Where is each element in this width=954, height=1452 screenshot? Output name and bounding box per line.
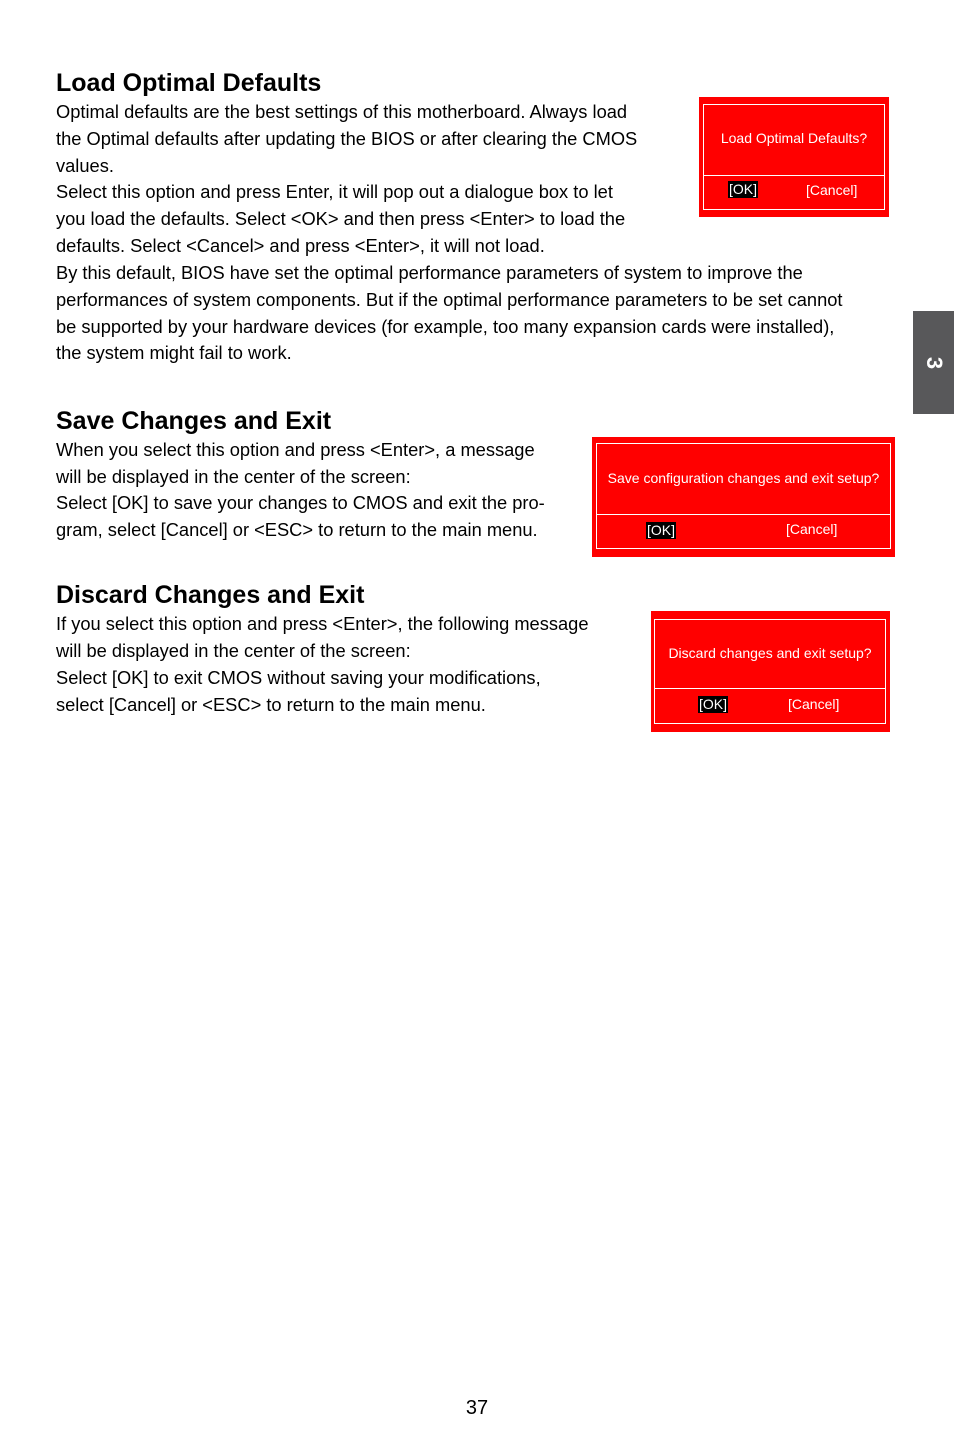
paragraph-line: select [Cancel] or <ESC> to return to the main menu.	[56, 694, 486, 715]
ok-button[interactable]: [OK]	[647, 522, 676, 538]
paragraph-line: By this default, BIOS have set the optimal performance parameters of system to improve the	[56, 262, 803, 283]
paragraph-line: values.	[56, 155, 114, 176]
dialog-frame	[703, 104, 885, 210]
paragraph-line: gram, select [Cancel] or <ESC> to return to the main menu.	[56, 519, 538, 540]
dialog-divider	[704, 175, 884, 176]
ok-button[interactable]: [OK]	[729, 181, 758, 197]
dialog-divider	[655, 688, 885, 689]
dialog-message: Discard changes and exit setup?	[668, 645, 872, 661]
dialog-message: Save configuration changes and exit setup?	[607, 470, 880, 486]
chapter-tab	[913, 311, 954, 414]
paragraph-line: defaults. Select <Cancel> and press <Enter>, it will not load.	[56, 235, 545, 256]
paragraph-line: will be displayed in the center of the screen:	[56, 640, 411, 661]
section-title-load-optimal-defaults: Load Optimal Defaults	[56, 69, 322, 97]
page-number: 37	[465, 1397, 489, 1419]
cancel-button[interactable]: [Cancel]	[788, 696, 840, 712]
dialog-frame	[596, 443, 891, 549]
ok-button[interactable]: [OK]	[699, 696, 728, 712]
section-title-discard-changes-and-exit: Discard Changes and Exit	[56, 581, 365, 609]
section-title-save-changes-and-exit: Save Changes and Exit	[56, 407, 332, 435]
paragraph-line: Select this option and press Enter, it will pop out a dialogue box to let	[56, 181, 613, 202]
paragraph-line: When you select this option and press <Enter>, a message	[56, 439, 535, 460]
discard-changes-dialog	[651, 611, 890, 732]
paragraph-line: Select [OK] to exit CMOS without saving your modifications,	[56, 667, 541, 688]
load-optimal-defaults-dialog	[699, 97, 889, 217]
paragraph-line: performances of system components. But if the optimal performance parameters to be set cannot	[56, 289, 843, 310]
chapter-number: 3	[921, 356, 947, 369]
save-changes-dialog	[592, 437, 895, 557]
dialog-divider	[597, 514, 890, 515]
paragraph-line: the system might fail to work.	[56, 342, 292, 363]
paragraph-line: the Optimal defaults after updating the BIOS or after clearing the CMOS	[56, 128, 638, 149]
cancel-button[interactable]: [Cancel]	[786, 521, 838, 537]
dialog-message: Load Optimal Defaults?	[720, 130, 868, 146]
paragraph-line: Select [OK] to save your changes to CMOS and exit the pro-	[56, 492, 545, 513]
paragraph-line: If you select this option and press <Enter>, the following message	[56, 613, 589, 634]
dialog-frame	[654, 619, 886, 724]
paragraph-line: you load the defaults. Select <OK> and then press <Enter> to load the	[56, 208, 626, 229]
paragraph-line: will be displayed in the center of the screen:	[56, 466, 411, 487]
cancel-button[interactable]: [Cancel]	[806, 182, 858, 198]
paragraph-line: Optimal defaults are the best settings of this motherboard. Always load	[56, 101, 628, 122]
paragraph-line: be supported by your hardware devices (for example, too many expansion cards were installed),	[56, 316, 835, 337]
